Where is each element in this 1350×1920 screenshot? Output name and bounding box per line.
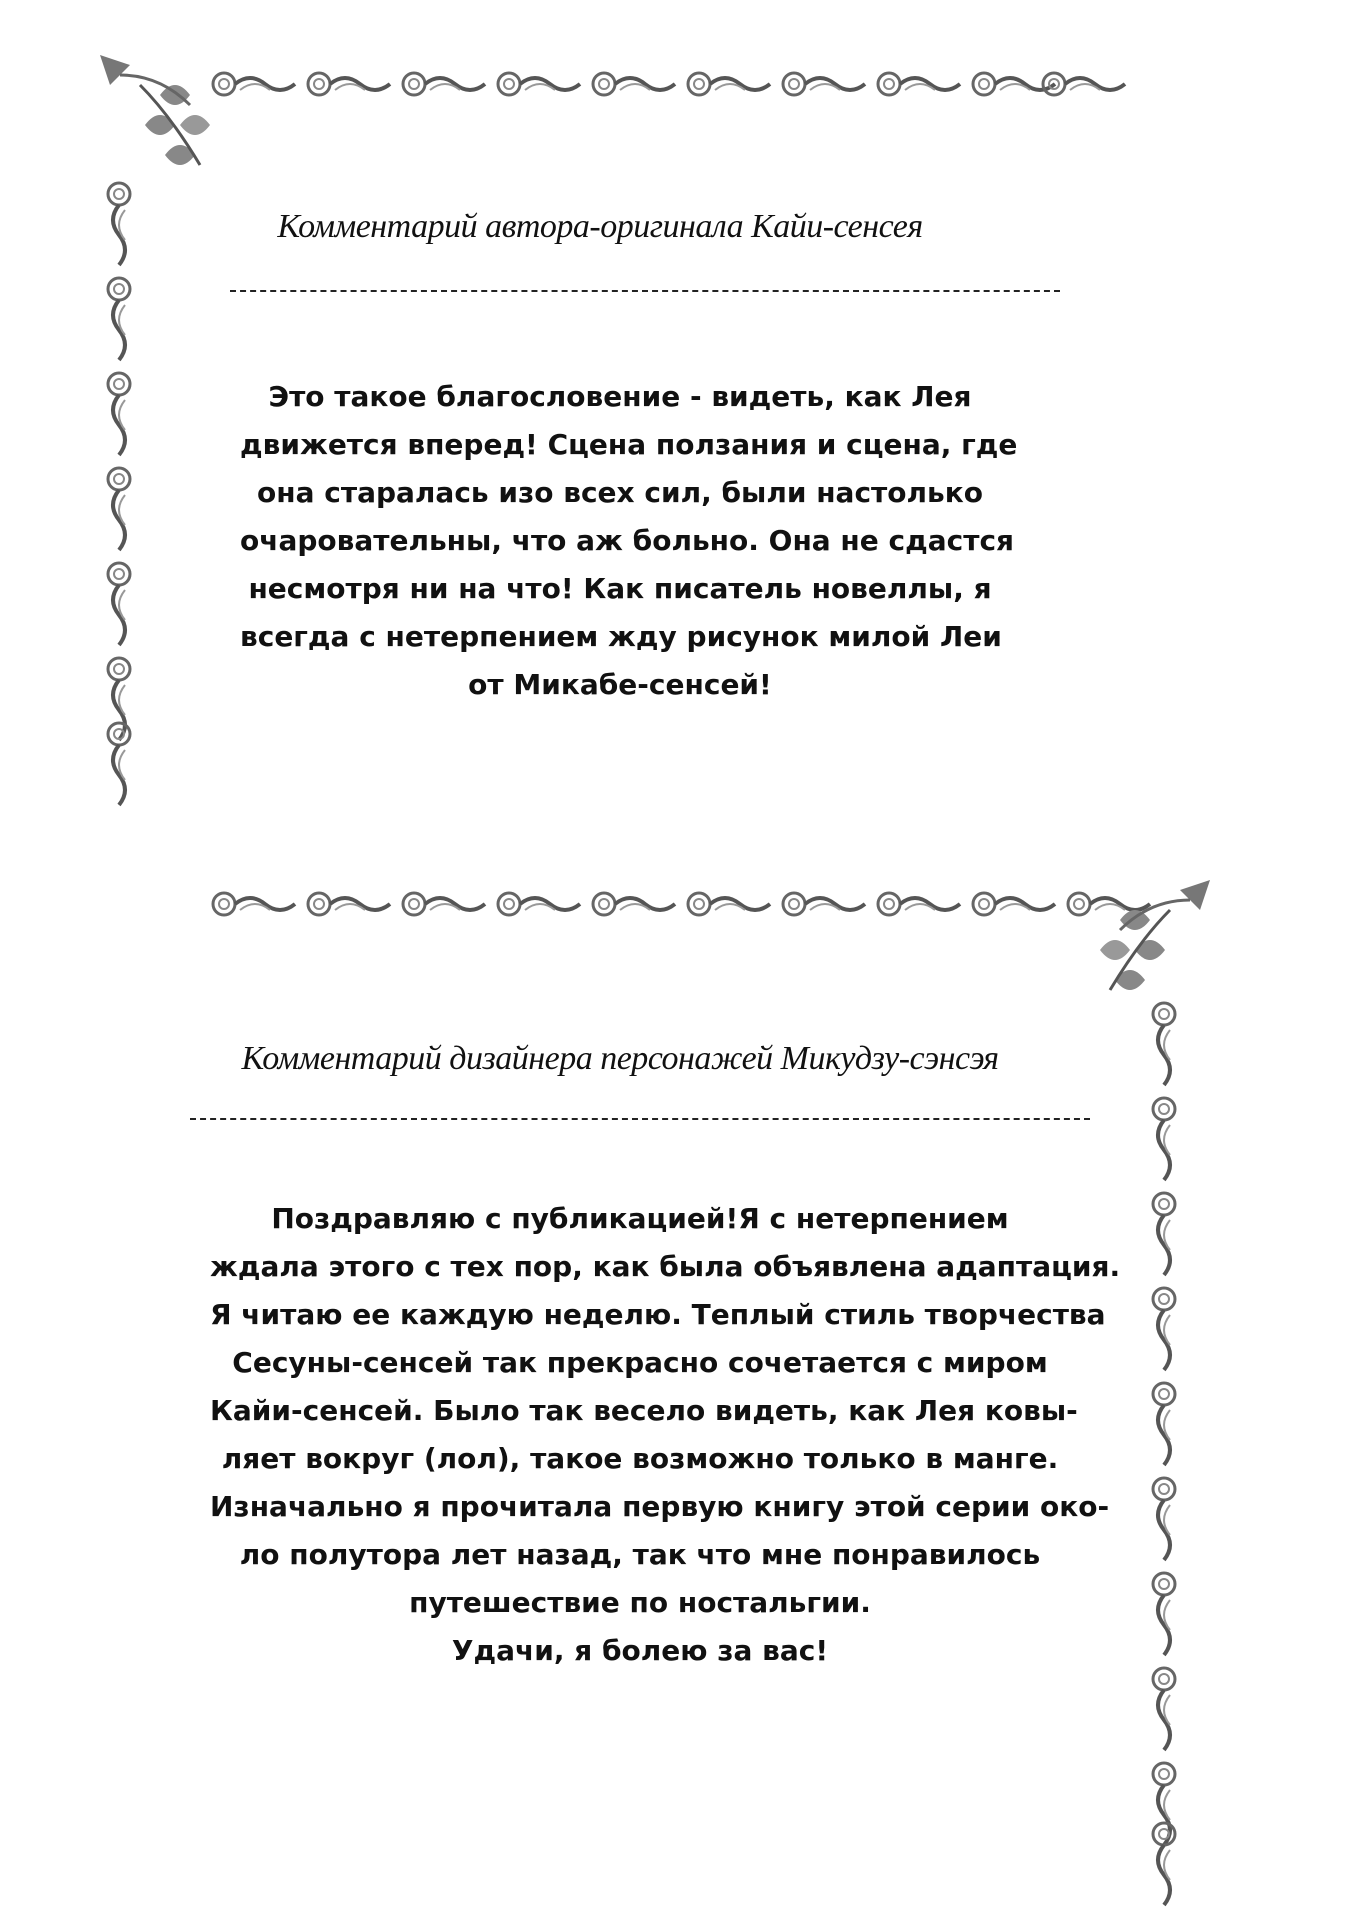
bottom-frame-horizontal bbox=[213, 880, 1210, 990]
bottom-frame-vertical bbox=[1153, 1003, 1175, 1905]
body-line: она старалась изо всех сил, были настолько bbox=[257, 476, 983, 509]
body-line: движется вперед! Сцена ползания и сцена, где bbox=[240, 428, 1018, 461]
top-frame-vertical bbox=[108, 183, 130, 805]
section-2-divider bbox=[190, 1118, 1090, 1120]
body-line: несмотря ни на что! Как писатель новеллы, я bbox=[248, 572, 992, 605]
body-line: ляет вокруг (лол), такое возможно только в манге. bbox=[221, 1442, 1059, 1475]
body-line: Удачи, я болею за вас! bbox=[451, 1634, 829, 1667]
body-line: Изначально я прочитала первую книгу этой серии око- bbox=[210, 1490, 1110, 1523]
body-line: Поздравляю с публикацией!Я с нетерпением bbox=[271, 1202, 1009, 1235]
body-line: ло полутора лет назад, так что мне понравилось bbox=[239, 1538, 1041, 1571]
section-1-body bbox=[240, 373, 1018, 709]
body-line: путешествие по ностальгии. bbox=[409, 1586, 871, 1619]
body-line: всегда с нетерпением жду рисунок милой Леи bbox=[240, 620, 1002, 653]
body-line: Сесуны-сенсей так прекрасно сочетается с миром bbox=[232, 1346, 1048, 1379]
section-1-heading: Комментарий автора-оригинала Кайи-сенсея bbox=[277, 208, 923, 245]
top-frame-horizontal bbox=[100, 55, 1125, 165]
body-line: Это такое благословение - видеть, как Лея bbox=[268, 380, 972, 413]
section-2-body bbox=[210, 1195, 1121, 1675]
section-2-heading: Комментарий дизайнера персонажей Микудзу-сэнсэя bbox=[241, 1040, 999, 1077]
section-1-divider bbox=[230, 290, 1060, 292]
body-line: Я читаю ее каждую неделю. Теплый стиль творчества bbox=[210, 1298, 1106, 1331]
body-line: от Микабе-сенсей! bbox=[468, 668, 772, 701]
body-line: ждала этого с тех пор, как была объявлена адаптация. bbox=[210, 1250, 1121, 1283]
body-line: очаровательны, что аж больно. Она не сдастся bbox=[240, 524, 1015, 557]
body-line: Кайи-сенсей. Было так весело видеть, как Лея ковы- bbox=[210, 1394, 1078, 1427]
